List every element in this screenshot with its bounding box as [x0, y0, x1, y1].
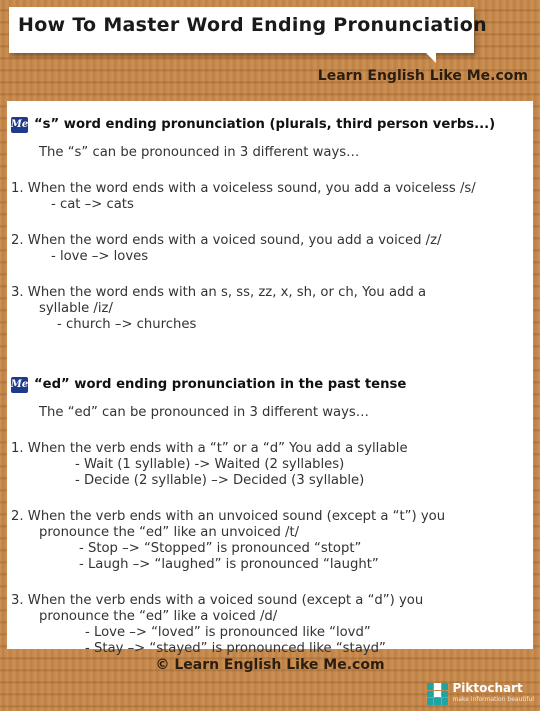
piktochart-name: Piktochart	[452, 681, 523, 695]
piktochart-badge[interactable]	[427, 683, 535, 705]
rule-text: 2. When the verb ends with an unvoiced sound (except a “t”) you	[11, 509, 446, 524]
rule-text: 3. When the verb ends with a voiced sound (except a “d”) you	[11, 593, 424, 608]
piktochart-logo-icon	[427, 683, 449, 705]
section-heading-ed	[11, 377, 531, 393]
rule-text-continued: pronounce the “ed” like a voiced /d/	[39, 609, 278, 624]
rule-text-continued: syllable /iz/	[39, 301, 113, 316]
rule-example: - Stop –> “Stopped” is pronounced “stopt”	[79, 541, 362, 556]
piktochart-tagline: make information beautiful	[452, 696, 534, 703]
site-link-top: Learn English Like Me.com	[317, 68, 528, 84]
rule-item	[11, 593, 531, 657]
page-title: How To Master Word Ending Pronunciation	[18, 14, 487, 36]
rule-item	[11, 441, 531, 489]
rule-text: 1. When the verb ends with a “t” or a “d” You add a syllable	[11, 441, 408, 456]
rule-example: - love –> loves	[51, 249, 149, 264]
rule-example: - Stay –> “stayed” is pronounced like “stayd”	[85, 641, 386, 656]
rule-example: - cat –> cats	[51, 197, 134, 212]
rule-item	[11, 509, 531, 573]
piktochart-text	[453, 683, 535, 705]
section-heading-s	[11, 117, 531, 133]
rule-text-continued: pronounce the “ed” like an unvoiced /t/	[39, 525, 300, 540]
rule-example: - church –> churches	[57, 317, 197, 332]
footer-site-link: © Learn English Like Me.com	[155, 657, 385, 673]
rule-text: 3. When the word ends with an s, ss, zz, x, sh, or ch, You add a	[11, 285, 427, 300]
rule-item	[11, 233, 531, 265]
lesson-content	[11, 117, 531, 657]
rule-example: - Decide (2 syllable) –> Decided (3 syllable)	[75, 473, 365, 488]
me-logo-icon: Me	[11, 117, 28, 133]
rule-example: - Love –> “loved” is pronounced like “lovd”	[85, 625, 371, 640]
rule-text: 2. When the word ends with a voiced sound, you add a voiced /z/	[11, 233, 442, 248]
section-intro: The “s” can be pronounced in 3 different ways…	[39, 145, 360, 160]
rule-example: - Wait (1 syllable) -> Waited (2 syllables)	[75, 457, 345, 472]
title-banner-tail	[426, 53, 436, 63]
rule-text: 1. When the word ends with a voiceless sound, you add a voiceless /s/	[11, 181, 476, 196]
section-heading-text: “ed” word ending pronunciation in the past tense	[34, 377, 407, 392]
rule-example: - Laugh –> “laughed” is pronounced “laught”	[79, 557, 379, 572]
rule-item	[11, 285, 531, 333]
section-heading-text: “s” word ending pronunciation (plurals, third person verbs...)	[34, 117, 496, 132]
rule-item	[11, 181, 531, 213]
section-intro: The “ed” can be pronounced in 3 different ways…	[39, 405, 369, 420]
me-logo-icon: Me	[11, 377, 28, 393]
